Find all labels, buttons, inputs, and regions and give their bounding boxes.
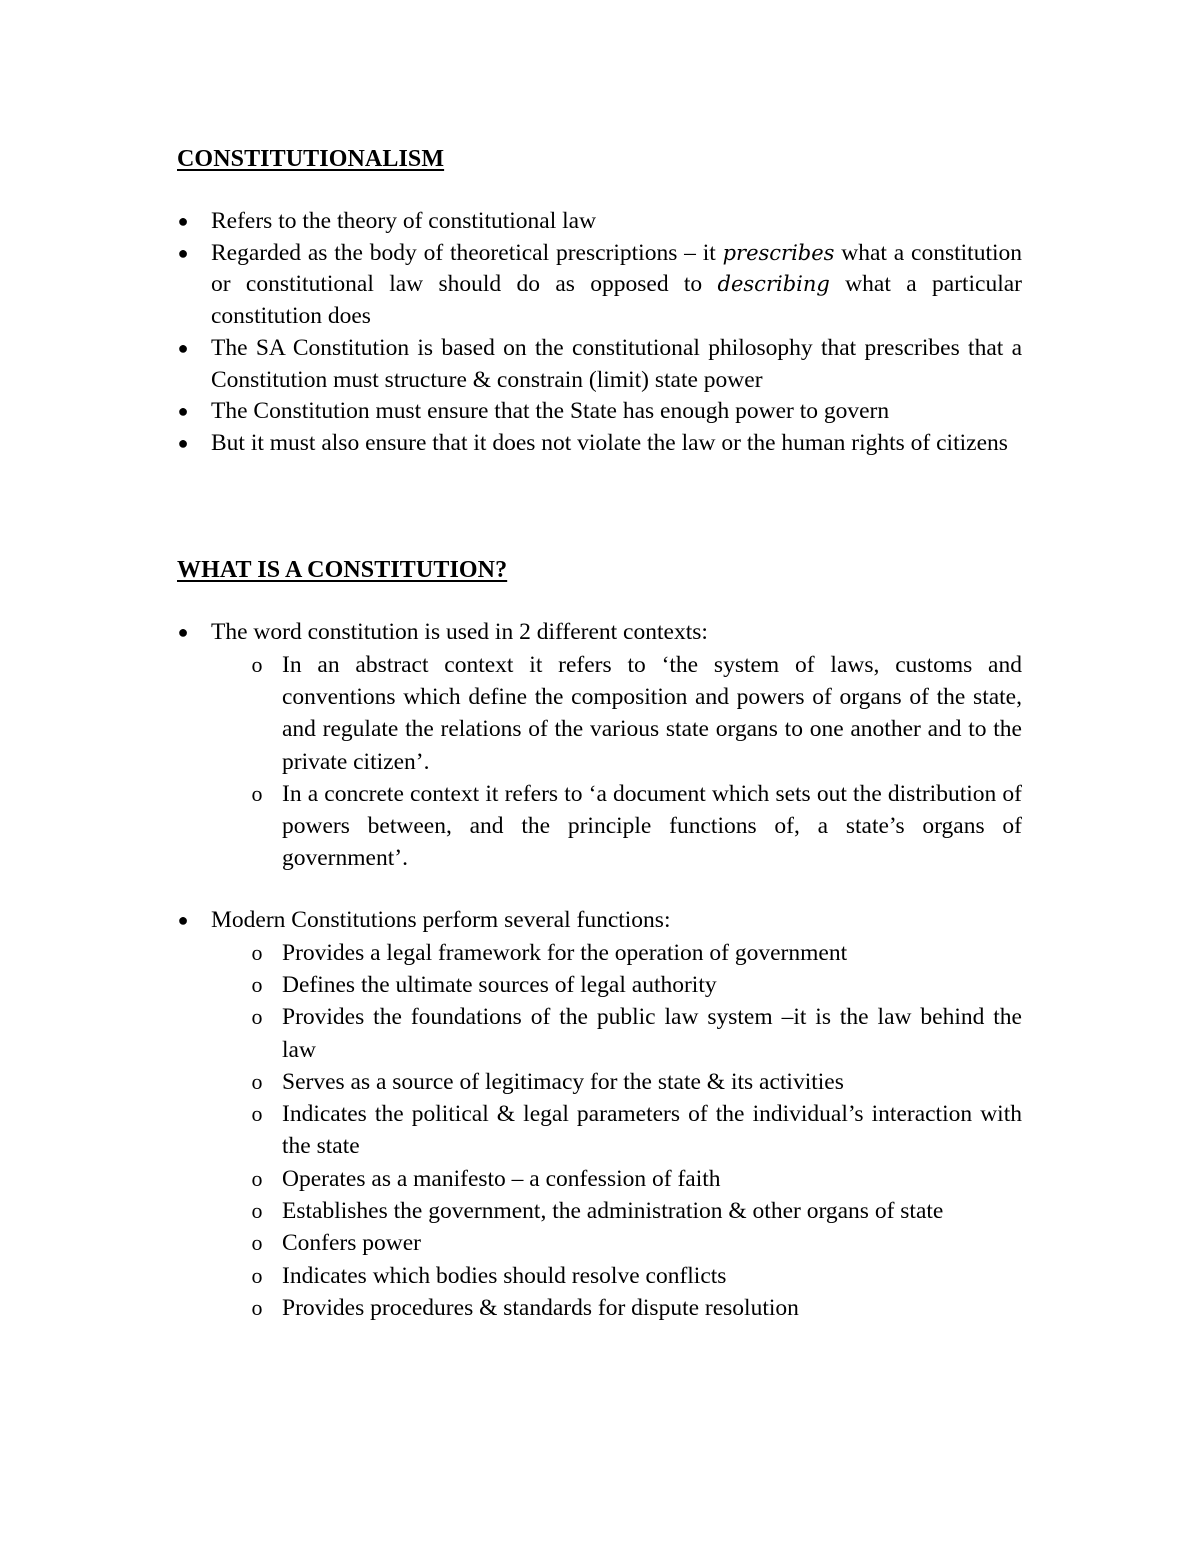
list-item-text: Modern Constitutions perform several functions: [211, 907, 671, 933]
list-item-text: Refers to the theory of constitutional law [211, 208, 597, 234]
circle-bullet-icon: o [251, 939, 263, 965]
sub-list-item [251, 1001, 1022, 1066]
sub-list-item-text: Confers power [282, 1230, 422, 1257]
bullet-icon: ● [177, 910, 189, 930]
sub-list-item-text: Indicates which bodies should resolve conflicts [282, 1262, 727, 1289]
list-item [177, 396, 1022, 428]
circle-bullet-icon: o [251, 1198, 263, 1224]
sub-list-item-text: In an abstract context it refers to ‘the system of laws, customs and conventions which define the composition and powers of organs of the state, and regulate the relations of the various state organs to one another and to the private citizen’. [282, 651, 1022, 775]
list-item-text: But it must also ensure that it does not violate the law or the human rights of citizens [211, 429, 1008, 456]
bullet-icon: ● [177, 401, 189, 422]
sub-list-item-text: Defines the ultimate sources of legal authority [282, 972, 717, 998]
circle-bullet-icon: o [251, 1230, 263, 1256]
sub-list-item-text: In a concrete context it refers to ‘a document which sets out the distribution of powers between, and the principle functions of, a state’s organs of government’. [282, 780, 1022, 872]
sub-list-item-text: Provides a legal framework for the operation of government [282, 939, 848, 966]
heading-constitutionalism: CONSTITUTIONALISM [177, 146, 445, 172]
sub-list-item-text: Provides procedures & standards for dispute resolution [282, 1294, 799, 1321]
bullet-icon: ● [177, 242, 189, 263]
list-item-text: The word constitution is used in 2 different contexts: [211, 619, 708, 645]
list-item [177, 238, 1022, 333]
list-item-text: what a particular constitution does [211, 271, 1022, 330]
bullet-icon: ● [177, 622, 189, 642]
circle-bullet-icon: o [251, 1165, 263, 1191]
sub-list-item-text: Establishes the government, the administration & other organs of state [282, 1198, 944, 1225]
italic-text: prescribes [722, 240, 835, 265]
sub-list-item-text: Indicates the political & legal parameters of the individual’s interaction with the state [282, 1101, 1022, 1160]
bullet-icon: ● [177, 432, 189, 453]
circle-bullet-icon: o [251, 780, 263, 806]
list-item [177, 428, 1022, 460]
list-item-text: what a constitution or constitutional law should do as opposed to [211, 239, 1022, 298]
sub-list-item [251, 1066, 1022, 1098]
circle-bullet-icon: o [251, 1294, 263, 1320]
heading-what-is-a-constitution: WHAT IS A CONSTITUTION? [177, 557, 508, 583]
functions-list [0, 905, 1200, 1324]
contexts-list [0, 617, 1200, 875]
sub-list-item-text: Provides the foundations of the public law system –it is the law behind the law [282, 1004, 1022, 1063]
sub-list-item [251, 1195, 1022, 1227]
circle-bullet-icon: o [251, 1004, 263, 1030]
sub-list-item [251, 778, 1022, 875]
circle-bullet-icon: o [251, 651, 263, 677]
circle-bullet-icon: o [251, 972, 263, 997]
bullet-icon: ● [177, 337, 189, 358]
circle-bullet-icon: o [251, 1101, 263, 1127]
circle-bullet-icon: o [251, 1068, 263, 1094]
list-item-text: The Constitution must ensure that the State has enough power to govern [211, 398, 890, 425]
sub-list-item-text: Serves as a source of legitimacy for the state & its activities [282, 1068, 844, 1095]
circle-bullet-icon: o [251, 1262, 263, 1288]
list-item-text: Regarded as the body of theoretical prescriptions – it [211, 239, 723, 266]
sub-list-item [251, 1227, 1022, 1259]
sub-list-item [251, 1098, 1022, 1163]
list-item [177, 206, 1022, 238]
sub-list-item [251, 969, 1022, 1001]
italic-text: describing [717, 272, 830, 297]
list-item [177, 617, 1022, 649]
list-item [177, 905, 1022, 937]
sub-list-item [251, 937, 1022, 969]
bullet-icon: ● [177, 211, 189, 231]
list-item [177, 333, 1022, 396]
sub-list-item [251, 1163, 1022, 1195]
sub-list-item [251, 1260, 1022, 1292]
sub-list-item [251, 1292, 1022, 1324]
sub-list-item-text: Operates as a manifesto – a confession of faith [282, 1165, 721, 1192]
list-item-text: The SA Constitution is based on the constitutional philosophy that prescribes that a Constitution must structure & constrain (limit) state power [211, 334, 1022, 393]
sub-list-item [251, 649, 1022, 778]
constitutionalism-list [0, 206, 1200, 460]
